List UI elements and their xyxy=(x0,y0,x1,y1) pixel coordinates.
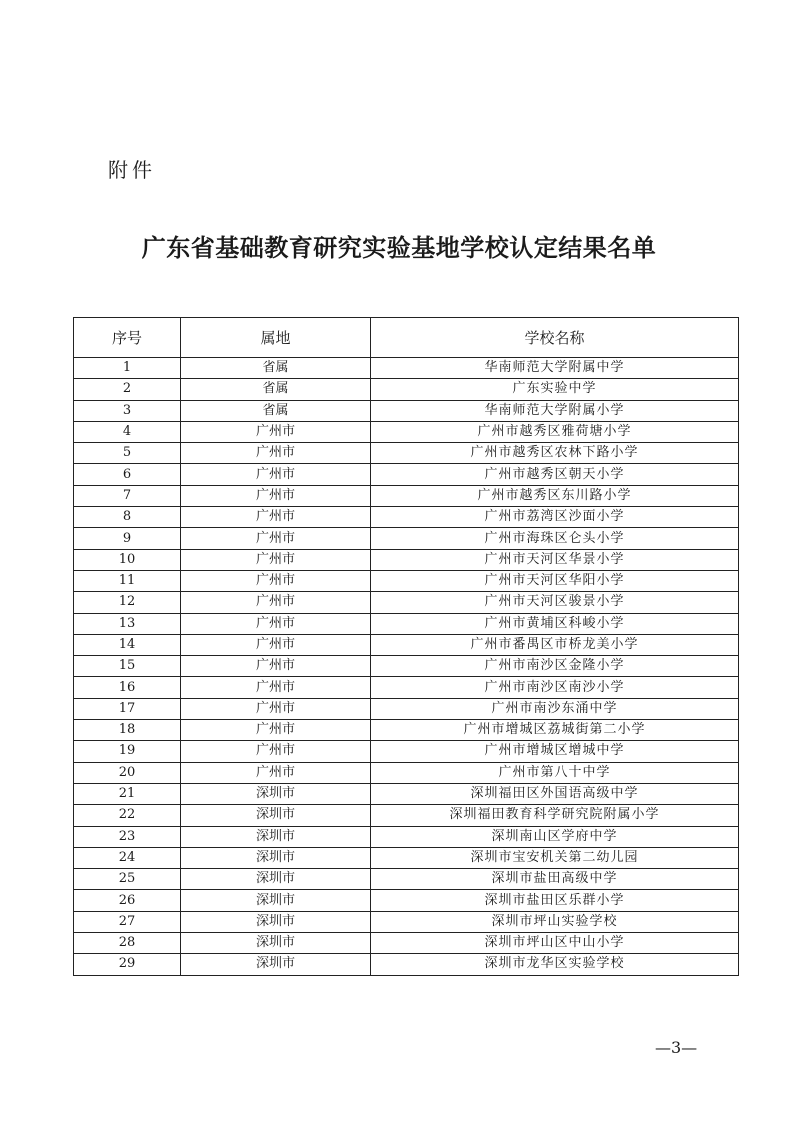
cell-school-name: 广州市越秀区东川路小学 xyxy=(371,485,739,506)
table-row xyxy=(74,358,739,379)
table-row xyxy=(74,869,739,890)
cell-school-name: 广州市黄埔区科峻小学 xyxy=(371,613,739,634)
cell-school-name: 广州市番禺区市桥龙美小学 xyxy=(371,634,739,655)
cell-serial-number: 29 xyxy=(74,954,181,975)
page-title: 广东省基础教育研究实验基地学校认定结果名单 xyxy=(141,234,657,262)
table-row xyxy=(74,613,739,634)
table-row xyxy=(74,464,739,485)
table-row xyxy=(74,528,739,549)
cell-jurisdiction: 省属 xyxy=(181,358,371,379)
cell-jurisdiction: 广州市 xyxy=(181,528,371,549)
cell-jurisdiction: 广州市 xyxy=(181,656,371,677)
table-row xyxy=(74,933,739,954)
cell-school-name: 广州市南沙区金隆小学 xyxy=(371,656,739,677)
cell-serial-number: 14 xyxy=(74,634,181,655)
cell-serial-number: 28 xyxy=(74,933,181,954)
cell-jurisdiction: 广州市 xyxy=(181,464,371,485)
table-row xyxy=(74,890,739,911)
table-row xyxy=(74,443,739,464)
cell-jurisdiction: 省属 xyxy=(181,400,371,421)
cell-school-name: 广州市荔湾区沙面小学 xyxy=(371,507,739,528)
cell-school-name: 广州市增城区增城中学 xyxy=(371,741,739,762)
cell-school-name: 深圳福田区外国语高级中学 xyxy=(371,783,739,804)
table-row xyxy=(74,741,739,762)
header-school-name: 学校名称 xyxy=(371,318,739,358)
table-body xyxy=(74,358,739,976)
cell-serial-number: 2 xyxy=(74,379,181,400)
table-row xyxy=(74,570,739,591)
table-row xyxy=(74,847,739,868)
cell-serial-number: 9 xyxy=(74,528,181,549)
table-row xyxy=(74,379,739,400)
cell-serial-number: 24 xyxy=(74,847,181,868)
cell-jurisdiction: 深圳市 xyxy=(181,933,371,954)
cell-serial-number: 26 xyxy=(74,890,181,911)
cell-school-name: 广州市第八十中学 xyxy=(371,762,739,783)
cell-school-name: 广州市越秀区雅荷塘小学 xyxy=(371,421,739,442)
table-row xyxy=(74,720,739,741)
table-row xyxy=(74,783,739,804)
school-list-table xyxy=(73,317,739,976)
cell-school-name: 广州市越秀区朝天小学 xyxy=(371,464,739,485)
cell-school-name: 广州市越秀区农林下路小学 xyxy=(371,443,739,464)
cell-jurisdiction: 广州市 xyxy=(181,677,371,698)
cell-jurisdiction: 广州市 xyxy=(181,485,371,506)
cell-serial-number: 1 xyxy=(74,358,181,379)
cell-jurisdiction: 广州市 xyxy=(181,443,371,464)
cell-serial-number: 18 xyxy=(74,720,181,741)
cell-jurisdiction: 广州市 xyxy=(181,592,371,613)
table-row xyxy=(74,805,739,826)
cell-jurisdiction: 深圳市 xyxy=(181,869,371,890)
cell-jurisdiction: 广州市 xyxy=(181,421,371,442)
cell-serial-number: 21 xyxy=(74,783,181,804)
cell-jurisdiction: 深圳市 xyxy=(181,847,371,868)
cell-serial-number: 23 xyxy=(74,826,181,847)
cell-school-name: 深圳市盐田区乐群小学 xyxy=(371,890,739,911)
table-row xyxy=(74,762,739,783)
cell-school-name: 华南师范大学附属小学 xyxy=(371,400,739,421)
table-row xyxy=(74,656,739,677)
table-row xyxy=(74,507,739,528)
table-row xyxy=(74,826,739,847)
cell-school-name: 广东实验中学 xyxy=(371,379,739,400)
header-jurisdiction: 属地 xyxy=(181,318,371,358)
cell-serial-number: 13 xyxy=(74,613,181,634)
cell-serial-number: 15 xyxy=(74,656,181,677)
cell-serial-number: 5 xyxy=(74,443,181,464)
table-row xyxy=(74,549,739,570)
cell-school-name: 深圳南山区学府中学 xyxy=(371,826,739,847)
cell-jurisdiction: 广州市 xyxy=(181,698,371,719)
cell-school-name: 广州市南沙区南沙小学 xyxy=(371,677,739,698)
cell-school-name: 深圳市坪山区中山小学 xyxy=(371,933,739,954)
cell-jurisdiction: 广州市 xyxy=(181,549,371,570)
cell-serial-number: 25 xyxy=(74,869,181,890)
cell-jurisdiction: 广州市 xyxy=(181,762,371,783)
table-row xyxy=(74,954,739,975)
cell-jurisdiction: 广州市 xyxy=(181,613,371,634)
cell-jurisdiction: 广州市 xyxy=(181,634,371,655)
cell-jurisdiction: 广州市 xyxy=(181,507,371,528)
page-number: —3— xyxy=(655,1038,698,1057)
cell-jurisdiction: 深圳市 xyxy=(181,911,371,932)
cell-school-name: 广州市增城区荔城街第二小学 xyxy=(371,720,739,741)
cell-jurisdiction: 深圳市 xyxy=(181,890,371,911)
cell-serial-number: 3 xyxy=(74,400,181,421)
table-row xyxy=(74,911,739,932)
cell-serial-number: 6 xyxy=(74,464,181,485)
table-row xyxy=(74,592,739,613)
cell-jurisdiction: 广州市 xyxy=(181,720,371,741)
cell-serial-number: 8 xyxy=(74,507,181,528)
cell-school-name: 华南师范大学附属中学 xyxy=(371,358,739,379)
cell-jurisdiction: 广州市 xyxy=(181,570,371,591)
cell-serial-number: 22 xyxy=(74,805,181,826)
cell-school-name: 广州市天河区骏景小学 xyxy=(371,592,739,613)
cell-serial-number: 17 xyxy=(74,698,181,719)
cell-school-name: 深圳市宝安机关第二幼儿园 xyxy=(371,847,739,868)
cell-serial-number: 10 xyxy=(74,549,181,570)
cell-jurisdiction: 深圳市 xyxy=(181,783,371,804)
cell-serial-number: 4 xyxy=(74,421,181,442)
table-row xyxy=(74,698,739,719)
table-row xyxy=(74,485,739,506)
table-row xyxy=(74,421,739,442)
cell-jurisdiction: 深圳市 xyxy=(181,826,371,847)
cell-jurisdiction: 深圳市 xyxy=(181,805,371,826)
table-header-row xyxy=(74,318,739,358)
cell-school-name: 深圳市盐田高级中学 xyxy=(371,869,739,890)
cell-school-name: 广州市天河区华景小学 xyxy=(371,549,739,570)
table-row xyxy=(74,634,739,655)
cell-school-name: 广州市天河区华阳小学 xyxy=(371,570,739,591)
cell-serial-number: 27 xyxy=(74,911,181,932)
cell-school-name: 深圳福田教育科学研究院附属小学 xyxy=(371,805,739,826)
cell-serial-number: 7 xyxy=(74,485,181,506)
cell-serial-number: 16 xyxy=(74,677,181,698)
cell-serial-number: 20 xyxy=(74,762,181,783)
cell-serial-number: 19 xyxy=(74,741,181,762)
header-serial-number: 序号 xyxy=(74,318,181,358)
attachment-label: 附件 xyxy=(108,158,156,182)
table-row xyxy=(74,677,739,698)
cell-serial-number: 12 xyxy=(74,592,181,613)
cell-school-name: 广州市南沙东涌中学 xyxy=(371,698,739,719)
cell-school-name: 深圳市龙华区实验学校 xyxy=(371,954,739,975)
cell-serial-number: 11 xyxy=(74,570,181,591)
cell-jurisdiction: 广州市 xyxy=(181,741,371,762)
cell-school-name: 深圳市坪山实验学校 xyxy=(371,911,739,932)
table-row xyxy=(74,400,739,421)
cell-jurisdiction: 省属 xyxy=(181,379,371,400)
cell-jurisdiction: 深圳市 xyxy=(181,954,371,975)
cell-school-name: 广州市海珠区仑头小学 xyxy=(371,528,739,549)
